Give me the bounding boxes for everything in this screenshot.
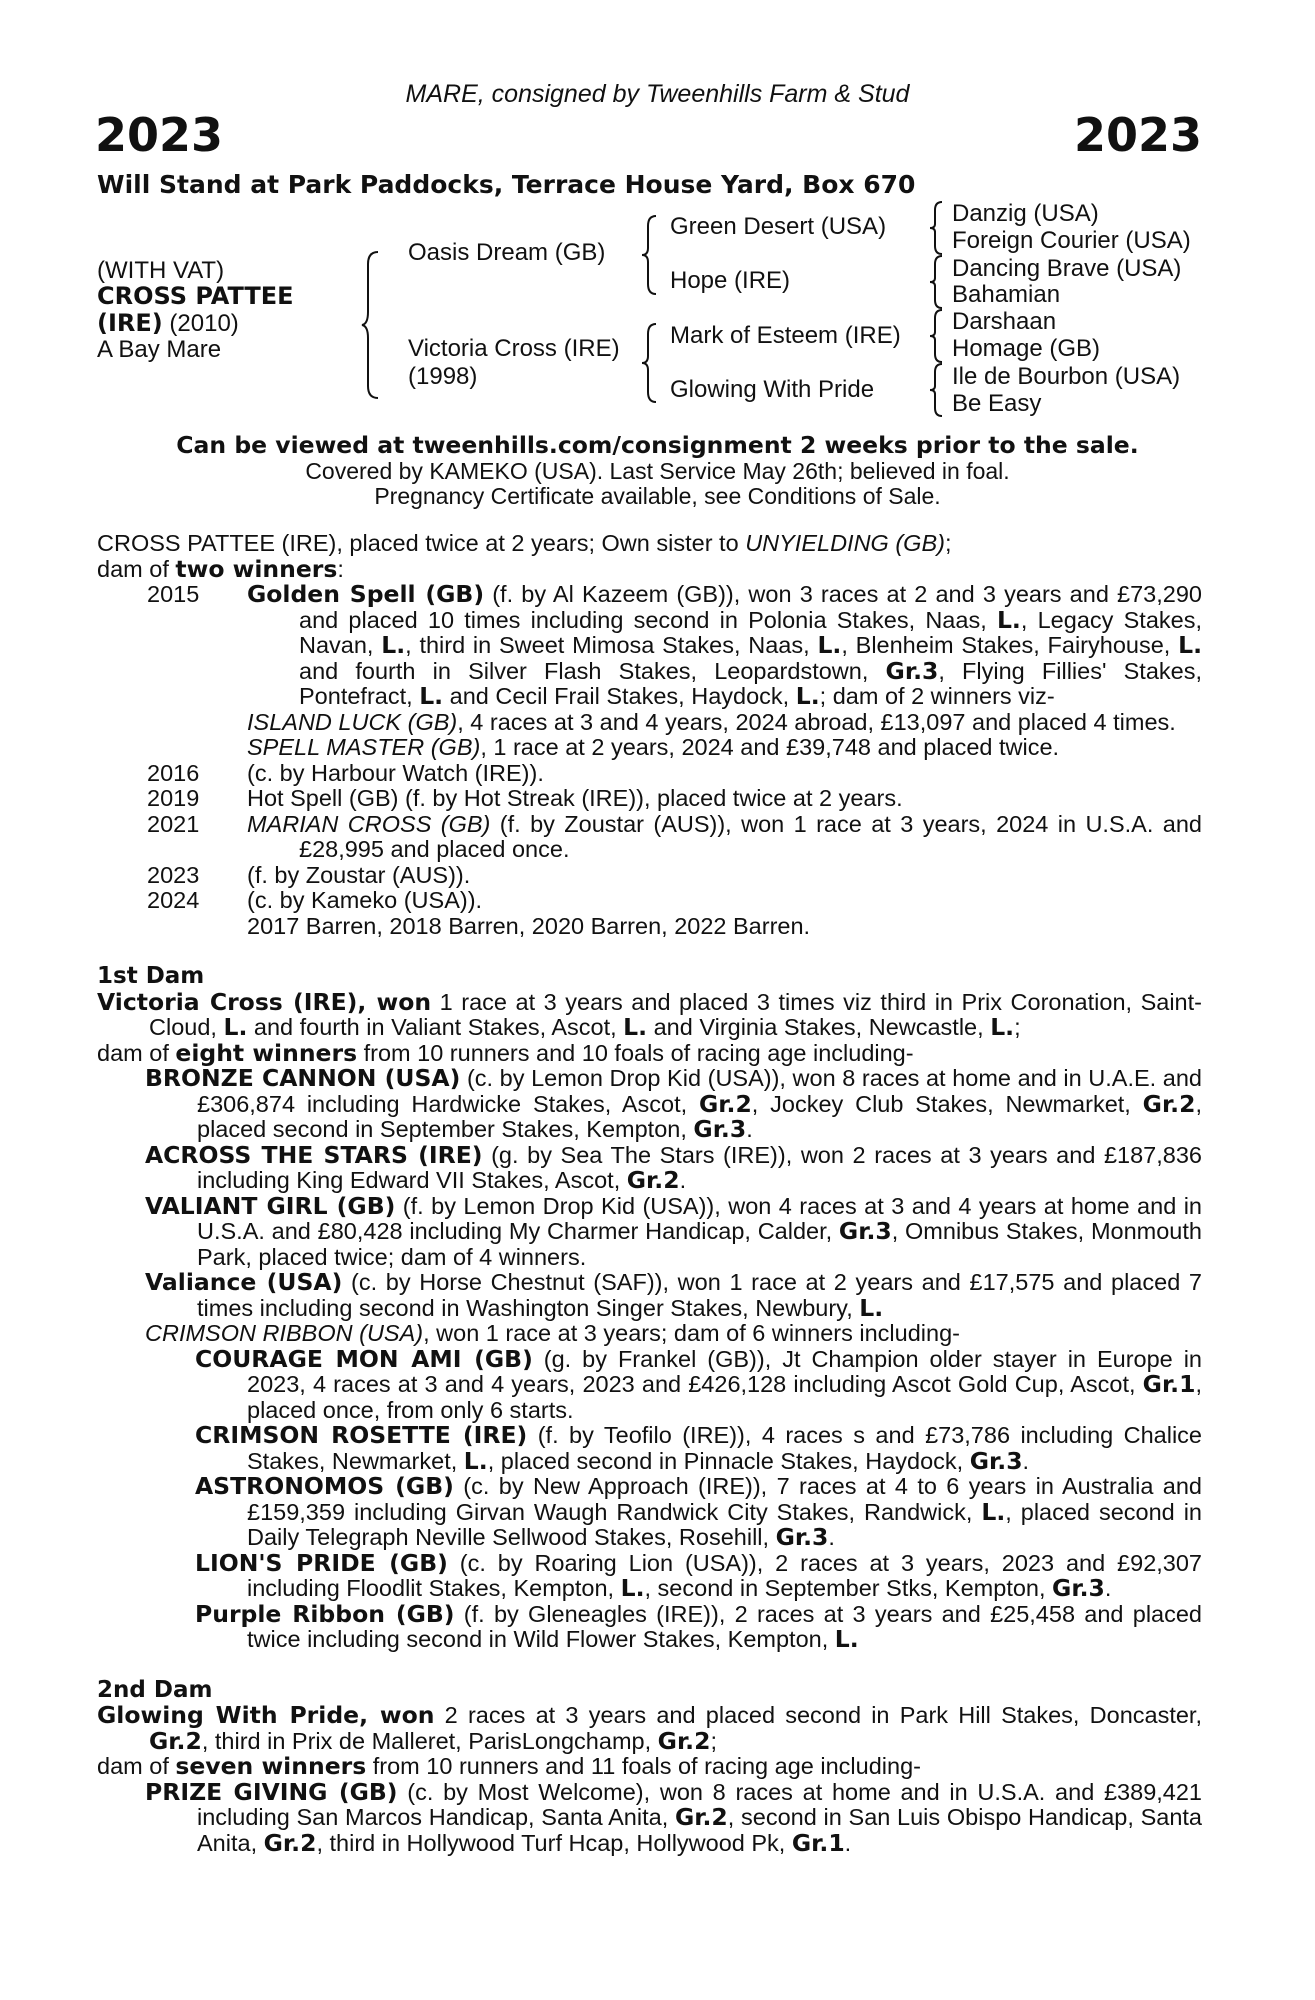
valiant-girl: VALIANT GIRL (GB) (f. by Lemon Drop Kid (USA)), won 4 races at 3 and 4 years at home and in U.S.A. and £80,428 including My Charmer Handicap, Calder, Gr.3, Omnibus Stakes, Monmouth Park, placed twice; dam of 4 winners. bbox=[145, 1191, 1203, 1270]
brace-gg3 bbox=[928, 308, 946, 364]
year-right: 2023 bbox=[1073, 108, 1202, 162]
brace-gg2 bbox=[928, 254, 946, 310]
astronomos: ASTRONOMOS (GB) (c. by New Approach (IRE)), 7 races at 4 to 6 years in Australia and £159,359 including Girvan Waugh Randwick City Stakes, Randwick, L., placed second in Daily Telegraph Neville Sellwood Stakes, Rosehill, Gr.3. bbox=[195, 1472, 1202, 1551]
sire-sire: Green Desert (USA) bbox=[670, 213, 887, 240]
produce-2021: 2021 MARIAN CROSS (GB) (f. by Zoustar (AUS)), won 1 race at 3 years, 2024 in U.S.A. and £28,995 and placed once. bbox=[147, 810, 1202, 862]
pedigree-brace-sire bbox=[640, 214, 660, 296]
dam-year: (1998) bbox=[408, 363, 478, 390]
horse-description: A Bay Mare bbox=[97, 336, 222, 363]
second-dam-record: Glowing With Pride, won 2 races at 3 years and placed second in Park Hill Stakes, Doncaster, Gr.2, third in Prix de Malleret, ParisLongchamp, Gr.2; bbox=[97, 1701, 1202, 1755]
ggp-4: Bahamian bbox=[952, 281, 1061, 308]
intro-line: CROSS PATTEE (IRE), placed twice at 2 years; Own sister to UNYIELDING (GB); bbox=[97, 530, 952, 556]
bronze-cannon: BRONZE CANNON (USA) (c. by Lemon Drop Kid (USA)), won 8 races at home and in U.A.E. and £306,874 including Hardwicke Stakes, Ascot, Gr.2, Jockey Club Stakes, Newmarket, Gr.2, placed second in September Stakes, Kempton, Gr.3. bbox=[145, 1064, 1202, 1143]
horse-origin-line bbox=[97, 310, 239, 337]
produce-record bbox=[97, 531, 1202, 1856]
lions-pride: LION'S PRIDE (GB) (c. by Roaring Lion (USA)), 2 races at 3 years, 2023 and £92,307 including Floodlit Stakes, Kempton, L., second in September Stks, Kempton, Gr.3. bbox=[195, 1548, 1203, 1602]
valiance: Valiance (USA) (c. by Horse Chestnut (SAF)), won 1 race at 2 years and £17,575 and placed 7 times including second in Washington Singer Stakes, Newbury, L. bbox=[145, 1268, 1202, 1322]
viewing-note: Can be viewed at tweenhills.com/consignment 2 weeks prior to the sale. bbox=[176, 431, 1139, 459]
year-left: 2023 bbox=[95, 108, 224, 162]
produce-2019: 2019 Hot Spell (GB) (f. by Hot Streak (IRE)), placed twice at 2 years. bbox=[147, 785, 903, 811]
ggp-8: Be Easy bbox=[952, 390, 1042, 417]
crimson-ribbon: CRIMSON RIBBON (USA), won 1 race at 3 years; dam of 6 winners including- bbox=[145, 1320, 960, 1346]
ggp-1: Danzig (USA) bbox=[952, 200, 1099, 227]
dam: Victoria Cross (IRE) bbox=[408, 335, 620, 362]
pedigree-brace-main bbox=[360, 250, 382, 400]
horse-country: (IRE) bbox=[97, 309, 163, 337]
across-the-stars: ACROSS THE STARS (IRE) (g. by Sea The Stars (IRE)), won 2 races at 3 years and £187,836 including King Edward VII Stakes, Ascot, Gr.2. bbox=[145, 1140, 1202, 1194]
courage-mon-ami: COURAGE MON AMI (GB) (g. by Frankel (GB)), Jt Champion older stayer in Europe in 2023, 4 races at 3 and 4 years, 2023 and £426,128 including Ascot Gold Cup, Ascot, Gr.1, placed once, from only 6 starts. bbox=[195, 1344, 1202, 1423]
intro-dam-of: dam of two winners: bbox=[97, 554, 344, 583]
pregnancy-note: Pregnancy Certificate available, see Conditions of Sale. bbox=[374, 483, 941, 509]
produce-2023: 2023 (f. by Zoustar (AUS)). bbox=[147, 861, 471, 888]
stand-location: Will Stand at Park Paddocks, Terrace House Yard, Box 670 bbox=[97, 170, 916, 199]
first-dam-summary: dam of eight winners from 10 runners and 10 foals of racing age including- bbox=[97, 1038, 914, 1067]
ggp-2: Foreign Courier (USA) bbox=[952, 227, 1191, 254]
prize-giving: PRIZE GIVING (GB) (c. by Most Welcome), won 8 races at home and in U.S.A. and £389,421 including San Marcos Handicap, Santa Anita, Gr.2, second in San Luis Obispo Handicap, Santa Anita, Gr.2, third in Hollywood Turf Hcap, Hollywood Pk, Gr.1. bbox=[145, 1777, 1203, 1857]
ggp-3: Dancing Brave (USA) bbox=[952, 255, 1182, 282]
covered-note: Covered by KAMEKO (USA). Last Service May 26th; believed in foal. bbox=[305, 458, 1010, 484]
vat-note: (WITH VAT) bbox=[97, 257, 225, 284]
sire: Oasis Dream (GB) bbox=[408, 239, 606, 266]
produce-2024: 2024 (c. by Kameko (USA)). bbox=[147, 887, 483, 913]
ggp-6: Homage (GB) bbox=[952, 335, 1101, 362]
brace-gg4 bbox=[928, 362, 946, 418]
first-dam-heading: 1st Dam bbox=[97, 963, 205, 989]
second-dam-heading: 2nd Dam bbox=[97, 1676, 213, 1703]
second-dam-summary: dam of seven winners from 10 runners and 11 foals of racing age including- bbox=[97, 1752, 921, 1780]
barren-years: 2017 Barren, 2018 Barren, 2020 Barren, 2022 Barren. bbox=[247, 912, 811, 939]
pedigree-brace-dam bbox=[640, 322, 660, 404]
brace-gg1 bbox=[928, 200, 946, 256]
dam-dam: Glowing With Pride bbox=[670, 376, 875, 403]
produce-2016: 2016 (c. by Harbour Watch (IRE)). bbox=[147, 759, 544, 786]
crimson-rosette: CRIMSON ROSETTE (IRE) (f. by Teofilo (IRE)), 4 races s and £73,786 including Chalice Stakes, Newmarket, L., placed second in Pinnacle Stakes, Haydock, Gr.3. bbox=[195, 1421, 1203, 1475]
first-dam-record: Victoria Cross (IRE), won 1 race at 3 years and placed 3 times viz third in Prix Coronation, Saint-Cloud, L. and fourth in Valiant Stakes, Ascot, L. and Virginia Stakes, Newcastle, L.; bbox=[97, 987, 1202, 1041]
foal-name: Golden Spell (GB) bbox=[247, 580, 485, 608]
island-luck: ISLAND LUCK (GB), 4 races at 3 and 4 years, 2024 abroad, £13,097 and placed 4 times. bbox=[247, 708, 1176, 735]
sire-dam: Hope (IRE) bbox=[670, 267, 791, 294]
spell-master: SPELL MASTER (GB), 1 race at 2 years, 2024 and £39,748 and placed twice. bbox=[247, 734, 1060, 760]
consignment-header: MARE, consigned by Tweenhills Farm & Stud bbox=[405, 80, 910, 108]
horse-foaled: (2010) bbox=[162, 310, 239, 337]
ggp-7: Ile de Bourbon (USA) bbox=[952, 363, 1181, 390]
ggp-5: Darshaan bbox=[952, 308, 1057, 335]
horse-name: CROSS PATTEE bbox=[97, 282, 294, 310]
dam-sire: Mark of Esteem (IRE) bbox=[670, 322, 901, 349]
purple-ribbon: Purple Ribbon (GB) (f. by Gleneagles (IRE)), 2 races at 3 years and £25,458 and placed twice including second in Wild Flower Stakes, Kempton, L. bbox=[195, 1599, 1202, 1653]
produce-2015: 2015 Golden Spell (GB) (f. by Al Kazeem (GB)), won 3 races at 2 and 3 years and £73,290 and placed 10 times including second in Polonia Stakes, Naas, L., Legacy Stakes, Navan, L., third in Sweet Mimosa Stakes, Naas, L., Blenheim Stakes, Fairyhouse, L. and fourth in Silver Flash Stakes, Leopardstown, Gr.3, Flying Fillies' Stakes, Pontefract, L. and Cecil Frail Stakes, Haydock, L.; dam of 2 winners viz- bbox=[147, 580, 1202, 710]
